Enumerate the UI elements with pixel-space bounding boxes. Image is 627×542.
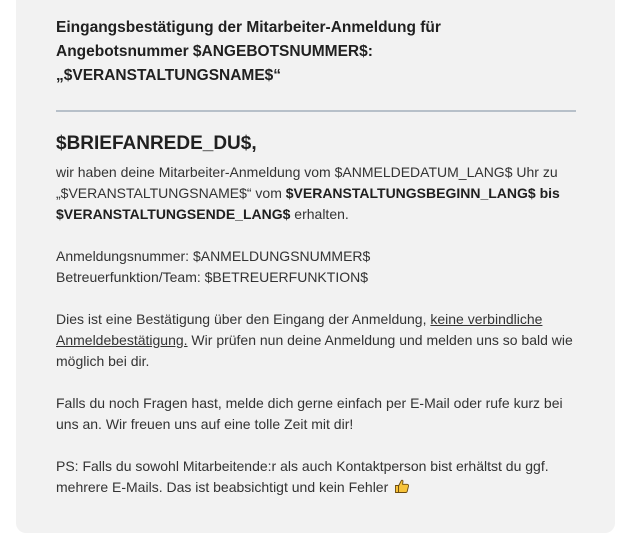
not-binding-note: keine verbindliche Anmeldebestätigung. [56,311,543,348]
confirmation-text: Dies ist eine Bestätigung über den Eingang der Anmeldung, [56,311,431,327]
supervisor-function: Betreuerfunktion/Team: $BETREUERFUNKTION$ [56,269,368,285]
event-date-range: $VERANSTALTUNGSBEGINN_LANG$ bis $VERANSTALTUNGSENDE_LANG$ [56,185,560,222]
heading-line-2: Angebotsnummer $ANGEBOTSNUMMER$: [56,43,373,60]
intro-paragraph [56,162,580,225]
questions-paragraph: Falls du noch Fragen hast, melde dich gerne einfach per E-Mail oder rufe kurz bei uns an. Wir freuen uns auf eine tolle Zeit mit dir! [56,395,563,432]
confirmation-text-end: Wir prüfen nun deine Anmeldung und melden uns so bald wie möglich bei dir. [56,332,573,369]
thumbs-up-icon [394,478,410,494]
intro-text: wir haben deine Mitarbeiter-Anmeldung vom $ANMELDEDATUM_LANG$ Uhr zu „$VERANSTALTUNGSNAME$“ vom [56,164,558,201]
confirmation-paragraph [56,309,580,372]
greeting: $BRIEFANREDE_DU$, [56,133,257,154]
email-content [56,16,580,519]
details-paragraph [56,246,580,288]
email-heading [56,16,580,88]
ps-text: PS: Falls du sowohl Mitarbeitende:r als auch Kontaktperson bist erhältst du ggf. mehrere E-Mails. Das ist beabsichtigt und kein Fehler [56,458,549,495]
heading-line-1: Eingangsbestätigung der Mitarbeiter-Anmeldung für [56,19,441,36]
ps-paragraph [56,456,580,498]
email-card [16,0,615,533]
heading-divider [56,110,576,112]
intro-text-end: erhalten. [290,206,349,222]
heading-line-3: „$VERANSTALTUNGSNAME$“ [56,67,282,84]
registration-number: Anmeldungsnummer: $ANMELDUNGSNUMMER$ [56,248,371,264]
